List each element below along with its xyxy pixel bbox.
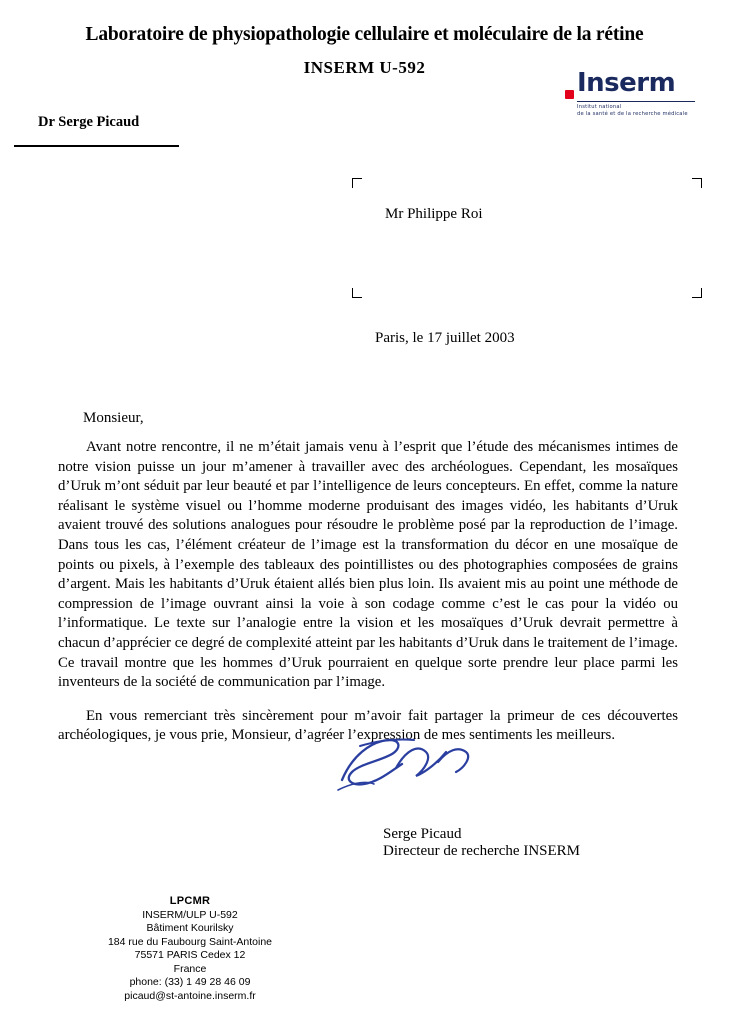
corner-bracket-icon (692, 288, 702, 298)
letter-paragraph: En vous remerciant très sincèrement pour m’avoir fait partager la primeur de ces découvertes archéologiques, je vous prie, Monsieur, d’agréer l’expression de mes sentiments les meilleurs. (58, 707, 678, 744)
corner-bracket-icon (352, 178, 362, 188)
sender-name: Dr Serge Picaud (38, 114, 140, 130)
logo-subtitle-line2: de la santé et de la recherche médicale (577, 111, 688, 117)
letter-paragraph: Avant notre rencontre, il ne m’était jamais venu à l’esprit que l’étude des mécanismes intimes de notre vision puisse un jour m’amener à travailler avec des archéologues. Cependant, les mosaïques d’Uruk m’ont séduit par leur beauté et par l’intelligence de leurs concepteurs. En effet, comme la nature réalisant le système visuel ou l’homme moderne produisant des images vidéo, les habitants d’Uruk avaient trouvé des solutions analogues pour résoudre le problème posé par la reproduction de l’image. Dans tous les cas, l’élément créateur de l’image est la transformation du décor en une mosaïque de points ou pixels, à l’exemple des tableaux des pointillistes ou des photographies composées de grains d’argent. Mais les habitants d’Uruk étaient allés bien plus loin. Ils avaient mis au point une méthode de compression de l’image ouvrant ainsi la voie à son codage comme c’est le cas pour la vidéo ou l’informatique. Le texte sur l’analogie entre la vision et les mosaïques d’Uruk devrait permettre à chacun d’apprécier ce degré de complexité atteint par les habitants d’Uruk dans le traitement de l’image. Ce travail montre que les hommes d’Uruk pourraient en quelque sorte prendre leur place parmi les inventeurs de la société de communication par l’image. (58, 439, 678, 691)
unit-subtitle: INSERM U-592 (303, 58, 426, 77)
footer-email: picaud@st-antoine.inserm.fr (124, 989, 256, 1002)
footer-line: France (173, 962, 207, 975)
page-title: Laboratoire de physiopathologie cellulaire et moléculaire de la rétine (85, 24, 644, 45)
sender-divider (14, 145, 179, 147)
address-window (352, 178, 702, 298)
signature-name: Serge Picaud (383, 826, 462, 842)
footer-line: 184 rue du Faubourg Saint-Antoine (107, 935, 273, 948)
logo-divider (577, 101, 695, 102)
recipient-name: Mr Philippe Roi (385, 206, 483, 222)
footer-phone: phone: (33) 1 49 28 46 09 (129, 976, 251, 988)
letter-body (58, 438, 678, 760)
logo-subtitle-line1: Institut national (577, 104, 622, 110)
footer-line: Bâtiment Kourilsky (146, 922, 234, 934)
inserm-logo (565, 68, 705, 130)
corner-bracket-icon (352, 288, 362, 298)
footer-line: 75571 PARIS Cedex 12 (134, 949, 246, 961)
date-line: Paris, le 17 juillet 2003 (375, 330, 515, 346)
handwritten-signature (330, 728, 480, 813)
footer-title: LPCMR (169, 895, 211, 907)
signature-role: Directeur de recherche INSERM (383, 843, 580, 859)
logo-square-icon (565, 90, 574, 99)
footer-block (0, 895, 380, 1003)
footer-line: INSERM/ULP U-592 (142, 908, 238, 921)
salutation: Monsieur, (83, 410, 144, 426)
corner-bracket-icon (692, 178, 702, 188)
logo-wordmark: Inserm (577, 68, 676, 98)
